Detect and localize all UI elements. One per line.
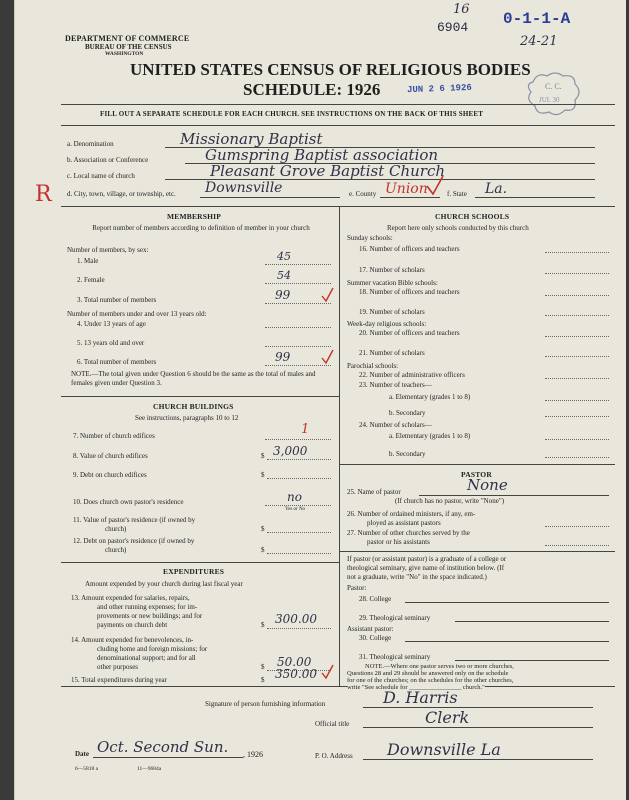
underline <box>405 602 609 603</box>
dollar-sign: $ <box>261 525 265 533</box>
dollar-sign: $ <box>261 663 265 671</box>
date-label: Date <box>75 750 89 758</box>
q14-label-3: denominational support; and for all <box>97 654 196 662</box>
q10-value: no <box>287 490 302 504</box>
answer-line <box>267 459 331 460</box>
census-form-sheet <box>14 0 626 800</box>
q24a-label: a. Elementary (grades 1 to 8) <box>389 432 471 440</box>
cc-seal-icon <box>523 70 585 118</box>
association-value: Gumspring Baptist association <box>205 146 439 164</box>
q25-value: None <box>467 476 508 494</box>
underline <box>363 727 593 728</box>
underline <box>380 197 440 198</box>
church-name-value: Pleasant Grove Baptist Church <box>210 162 446 180</box>
answer-line <box>267 553 331 554</box>
city-value: Downsville <box>205 180 283 196</box>
q17-label: 17. Number of scholars <box>359 266 425 274</box>
q14-value: 50.00 <box>277 655 312 669</box>
q20-label: 20. Number of officers and teachers <box>359 329 460 337</box>
pastor-sub-label: Pastor: <box>347 584 367 592</box>
answer-line <box>265 283 331 284</box>
q25-label: 25. Name of pastor <box>347 488 401 496</box>
underline <box>455 621 609 622</box>
answer-line <box>265 439 331 440</box>
answer-line <box>265 327 331 328</box>
answer-line <box>545 295 609 296</box>
q8-value: 3,000 <box>273 444 308 458</box>
q28-label: 28. College <box>359 595 392 603</box>
q31-label: 31. Theological seminary <box>359 653 431 661</box>
q13-label-4: payments on church debt <box>97 621 168 629</box>
pastor-note-3: for one of the churches; on the schedules for the other churches, <box>347 677 514 684</box>
q2-value: 54 <box>277 269 291 282</box>
q7-label: 7. Number of church edifices <box>73 432 155 440</box>
q12-label: 12. Debt on pastor's residence (if owned by <box>73 537 195 545</box>
denomination-value: Missionary Baptist <box>180 130 323 148</box>
underline <box>363 707 593 708</box>
q13-value: 300.00 <box>275 612 317 626</box>
underline <box>405 641 609 642</box>
signature-label: Signature of person furnishing information <box>205 700 326 708</box>
q4-label: 4. Under 13 years of age <box>77 320 146 328</box>
parochial-label: Parochial schools: <box>347 362 399 370</box>
answer-line <box>267 478 331 479</box>
answer-line <box>545 526 609 527</box>
state-value: La. <box>485 181 508 197</box>
grad-note-3: not a graduate, write "No" in the space indicated.) <box>347 573 487 581</box>
county-value: Union <box>385 181 428 197</box>
answer-line <box>265 303 331 304</box>
pastor-note-4: write "See schedule for ________________ church." <box>347 684 485 691</box>
answer-line <box>265 264 331 265</box>
membership-intro: Report number of members according to definition of member in your church <box>92 224 310 232</box>
q13-label-3: provements or new buildings; and for <box>97 612 203 620</box>
assistant-sub-label: Assistant pastor: <box>347 625 394 633</box>
po-address-value: Downsville La <box>387 740 501 759</box>
check-mark-icon <box>321 349 335 365</box>
grad-note-1: If pastor (or assistant pastor) is a graduate of a college or <box>347 555 507 563</box>
answer-line <box>545 416 609 417</box>
answer-line <box>545 273 609 274</box>
buildings-sub: See instructions, paragraphs 10 to 12 <box>135 414 239 422</box>
handwritten-number-right: 24-21 <box>520 34 558 49</box>
answer-line <box>545 356 609 357</box>
answer-line <box>545 378 609 379</box>
center-divider <box>339 206 340 686</box>
answer-line <box>265 365 331 366</box>
q1-value: 45 <box>277 250 291 263</box>
answer-line <box>267 628 331 629</box>
q8-label: 8. Value of church edifices <box>73 452 148 460</box>
divider <box>61 562 339 563</box>
q21-label: 21. Number of scholars <box>359 349 425 357</box>
divider <box>61 396 339 397</box>
q29-label: 29. Theological seminary <box>359 614 431 622</box>
expenditures-sub: Amount expended by your church during last fiscal year <box>85 580 243 588</box>
answer-line <box>545 439 609 440</box>
q11-label: 11. Value of pastor's residence (if owned by <box>73 516 196 524</box>
divider <box>61 104 615 105</box>
divider <box>61 125 615 126</box>
underline <box>419 495 609 496</box>
q19-label: 19. Number of scholars <box>359 308 425 316</box>
q9-label: 9. Debt on church edifices <box>73 471 147 479</box>
q14-label-2: cluding home and foreign missions; for <box>97 645 208 653</box>
handwritten-number-top: 16 <box>453 2 470 17</box>
q24-label: 24. Number of scholars— <box>359 421 432 429</box>
church-name-label: c. Local name of church <box>67 172 135 180</box>
q14-label-4: other purposes <box>97 663 139 671</box>
city-label: WASHINGTON <box>105 51 144 57</box>
weekday-label: Week-day religious schools: <box>347 320 427 328</box>
q10-label: 10. Does church own pastor's residence <box>73 498 184 506</box>
q27-label: 27. Number of other churches served by the <box>347 529 470 537</box>
q18-label: 18. Number of officers and teachers <box>359 288 460 296</box>
dollar-sign: $ <box>261 546 265 554</box>
grad-note-2: theological seminary, give name of institution below. (If <box>347 564 505 572</box>
membership-title: MEMBERSHIP <box>167 212 222 221</box>
q26-label: 26. Number of ordained ministers, if any, em- <box>347 510 476 518</box>
q23a-label: a. Elementary (grades 1 to 8) <box>389 393 471 401</box>
expenditures-title: EXPENDITURES <box>163 567 225 576</box>
q25-hint: (If church has no pastor, write "None") <box>395 497 505 505</box>
answer-line <box>267 532 331 533</box>
yes-no-hint: Yes or No <box>285 507 306 512</box>
print-number: 11—9684a <box>137 766 162 772</box>
underline <box>455 660 609 661</box>
signature-value: D. Harris <box>383 688 458 707</box>
box-top <box>61 206 615 207</box>
answer-line <box>265 505 331 506</box>
dollar-sign: $ <box>261 471 265 479</box>
buildings-title: CHURCH BUILDINGS <box>153 402 234 411</box>
official-title-value: Clerk <box>425 708 470 727</box>
q11-label-cont: church) <box>105 525 127 533</box>
pastor-note-1: NOTE.—Where one pastor serves two or more churches, <box>365 663 514 670</box>
sunday-label: Sunday schools: <box>347 234 393 242</box>
pastor-note-2: Questions 28 and 29 should be answered only on the schedule <box>347 670 509 677</box>
divider <box>339 464 615 465</box>
q14-label: 14. Amount expended for benevolences, in- <box>71 636 194 644</box>
po-address-label: P. O. Address <box>315 752 353 760</box>
membership-note: NOTE.—The total given under Question 6 should be the same as the total of males and females given under Question 3. <box>71 370 316 387</box>
answer-line <box>545 457 609 458</box>
bureau-label: BUREAU OF THE CENSUS <box>85 43 172 51</box>
answer-line <box>545 400 609 401</box>
instruction-line: FILL OUT A SEPARATE SCHEDULE FOR EACH CHURCH. SEE INSTRUCTIONS ON THE BACK OF THIS SHEET <box>100 110 484 118</box>
by-sex-label: Number of members, by sex: <box>67 246 149 254</box>
county-label: e. County <box>349 190 377 198</box>
q12-label-cont: church) <box>105 546 127 554</box>
q1-label: 1. Male <box>77 257 99 265</box>
year-label: , 1926 <box>243 750 263 759</box>
q24b-label: b. Secondary <box>389 450 426 458</box>
association-label: b. Association or Conference <box>67 156 149 164</box>
cc-seal-text: C. C. <box>545 82 562 91</box>
q6-label: 6. Total number of members <box>77 358 157 366</box>
q3-value: 99 <box>275 288 291 302</box>
code-stamp: 0-1-1-A <box>503 10 571 28</box>
q23-label: 23. Number of teachers— <box>359 381 432 389</box>
answer-line <box>545 252 609 253</box>
form-title: UNITED STATES CENSUS OF RELIGIOUS BODIES <box>130 60 531 79</box>
schools-sub: Report here only schools conducted by this church <box>387 224 529 232</box>
official-title-label: Official title <box>315 720 350 728</box>
denomination-label: a. Denomination <box>67 140 114 148</box>
state-label: f. State <box>447 190 467 198</box>
q15-value: 350.00 <box>275 667 317 681</box>
city-label-d: d. City, town, village, or township, etc. <box>67 190 176 198</box>
answer-line <box>545 336 609 337</box>
underline <box>93 757 243 758</box>
answer-line <box>265 346 331 347</box>
check-mark-icon <box>425 174 445 196</box>
check-mark-icon <box>321 664 335 680</box>
underline <box>363 759 593 760</box>
divider <box>339 551 615 552</box>
q26-label-2: ployed as assistant pastors <box>367 519 441 527</box>
under-over-label: Number of members under and over 13 years old: <box>67 310 207 318</box>
schedule-title: SCHEDULE: 1926 <box>243 80 381 99</box>
dollar-sign: $ <box>261 452 265 460</box>
answer-line <box>545 545 609 546</box>
q13-label-2: and other running expenses; for im- <box>97 603 198 611</box>
q7-value: 1 <box>301 422 310 437</box>
answer-line <box>545 315 609 316</box>
q23b-label: b. Secondary <box>389 409 426 417</box>
q6-value: 99 <box>275 350 291 364</box>
schools-title: CHURCH SCHOOLS <box>435 212 510 221</box>
received-date-stamp: JUN 2 6 1926 <box>406 82 472 96</box>
r-mark: R <box>35 182 52 207</box>
dept-label: DEPARTMENT OF COMMERCE <box>65 34 190 43</box>
dollar-sign: $ <box>261 621 265 629</box>
box-bottom <box>61 686 615 687</box>
q2-label: 2. Female <box>77 276 105 284</box>
cc-seal-date: JUL 30 <box>539 96 560 104</box>
q16-label: 16. Number of officers and teachers <box>359 245 460 253</box>
q22-label: 22. Number of administrative officers <box>359 371 465 379</box>
dollar-sign: $ <box>261 676 265 684</box>
q15-label: 15. Total expenditures during year <box>71 676 167 684</box>
form-number: 6—5818 a <box>75 766 99 772</box>
q5-label: 5. 13 years old and over <box>77 339 145 347</box>
date-value: Oct. Second Sun. <box>97 738 229 756</box>
check-mark-icon <box>321 287 335 303</box>
q27-label-2: pastor or his assistants <box>367 538 430 546</box>
pastor-title: PASTOR <box>461 470 492 479</box>
q13-label: 13. Amount expended for salaries, repairs, <box>71 594 190 602</box>
underline <box>475 197 595 198</box>
q30-label: 30. College <box>359 634 392 642</box>
summer-label: Summer vacation Bible schools: <box>347 279 438 287</box>
q3-label: 3. Total number of members <box>77 296 157 304</box>
stamped-number: 6904 <box>437 20 469 35</box>
underline <box>200 197 340 198</box>
